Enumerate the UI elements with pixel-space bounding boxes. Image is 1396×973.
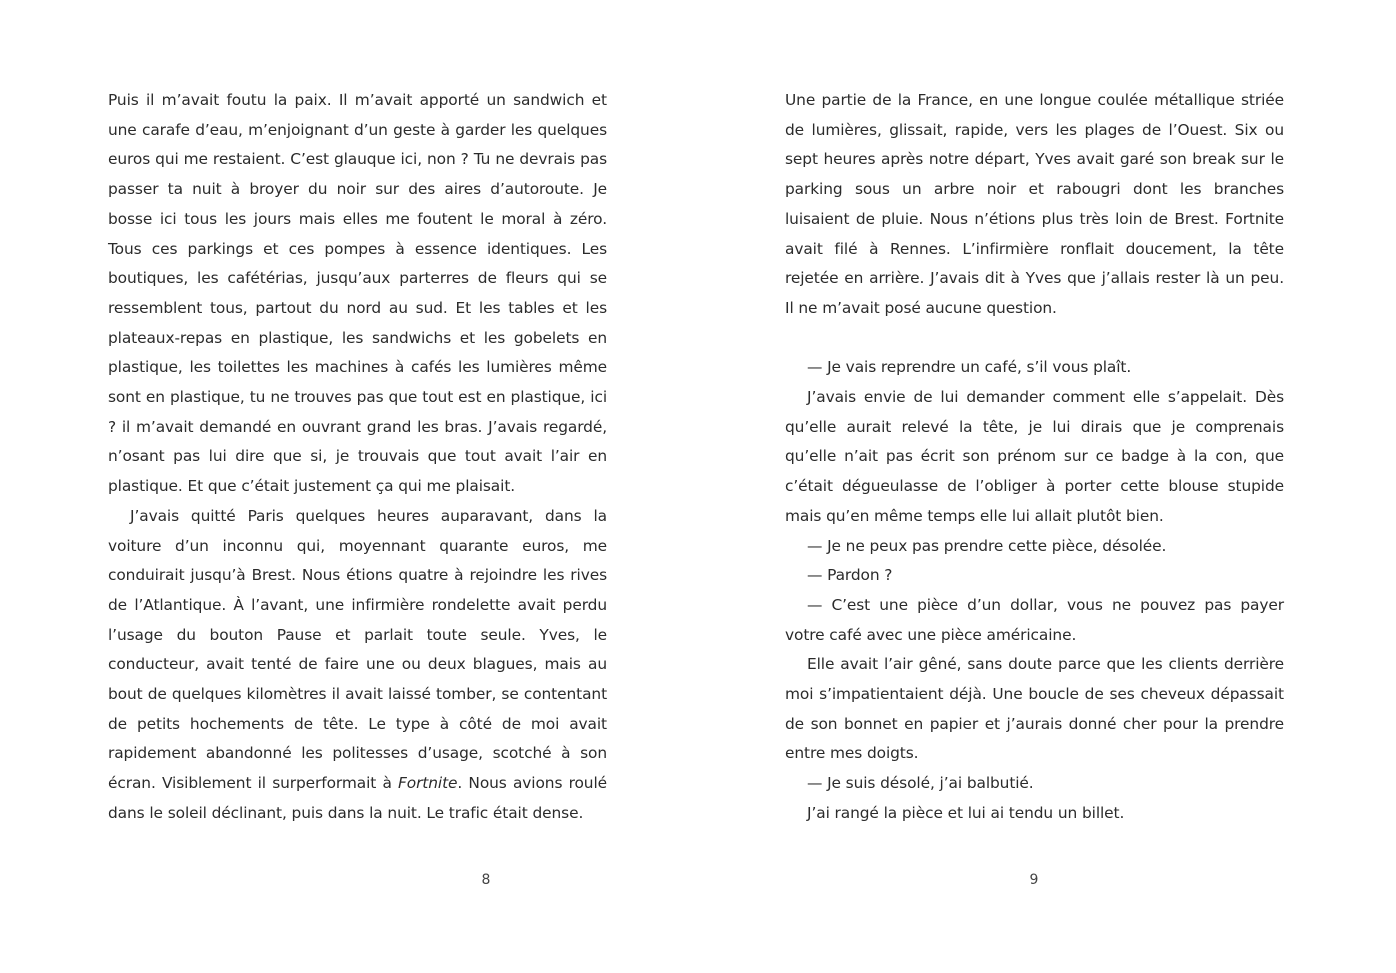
- paragraph: J’ai rangé la pièce et lui ai tendu un billet.: [807, 803, 1125, 822]
- page-number-left: 8: [481, 872, 491, 888]
- paragraph: Puis il m’avait foutu la paix. Il m’avait apporté un sandwich et une carafe d’eau, m’enjoignant d’un geste à garder les quelques euros qui me restaient. C’est glauque ici, non ? Tu ne devrais pas passer ta nuit à broyer du noir sur des aires d’autoroute. Je bosse ici tous les jours mais elles me foutent le moral à zéro. Tous ces parkings et ces pompes à essence identiques. Les boutiques, les cafétérias, jusqu’aux parterres de fleurs qui se ressemblent tous, partout du nord au sud. Et les tables et les plateaux-repas en plastique, les sandwichs et les gobelets en plastique, les toilettes les machines à cafés les lumières même sont en plastique, tu ne trouves pas que tout est en plastique, ici ? il m’avait demandé en ouvrant grand les bras. J’avais regardé, n’osant pas lui dire que si, je trouvais que tout avait l’air en plastique. Et que c’était justement ça qui me plaisait.: [108, 91, 607, 496]
- dialogue-line: — C’est une pièce d’un dollar, vous ne pouvez pas payer votre café avec une pièce américaine.: [785, 595, 1284, 644]
- right-page-text: [785, 86, 1284, 829]
- dialogue-line: — Je suis désolé, j’ai balbutié.: [807, 774, 1034, 793]
- paragraph: Elle avait l’air gêné, sans doute parce que les clients derrière moi s’impatientaient déjà. Une boucle de ses cheveux dépassait de son bonnet en papier et j’aurais donné cher pour la prendre entre mes doigts.: [785, 655, 1284, 763]
- paragraph: Une partie de la France, en une longue coulée métallique striée de lumières, glissait, rapide, vers les plages de l’Ouest. Six ou sept heures après notre départ, Yves avait garé son break sur le parking sous un arbre noir et rabougri dont les branches luisaient de pluie. Nous n’étions plus très loin de Brest. Fortnite avait filé à Rennes. L’infirmière ronflait doucement, la tête rejetée en arrière. J’avais dit à Yves que j’allais rester là un peu. Il ne m’avait posé aucune question.: [785, 91, 1284, 317]
- dialogue-line: — Je vais reprendre un café, s’il vous plaît.: [807, 358, 1132, 377]
- page-number-right: 9: [1029, 872, 1039, 888]
- paragraph-text: . Nous avions roulé dans le soleil déclinant, puis dans la nuit. Le trafic était dense.: [108, 774, 607, 822]
- dialogue-line: — Pardon ?: [807, 566, 893, 585]
- paragraph: [108, 502, 607, 829]
- italic-title: Fortnite: [398, 774, 458, 793]
- paragraph-text: J’avais quitté Paris quelques heures auparavant, dans la voiture d’un inconnu qui, moyennant quarante euros, me conduirait jusqu’à Brest. Nous étions quatre à rejoindre les rives de l’Atlantique. À l’avant, une infirmière rondelette avait perdu l’usage du bouton Pause et parlait toute seule. Yves, le conducteur, avait tenté de faire une ou deux blagues, mais au bout de quelques kilomètres il avait laissé tomber, se contentant de petits hochements de tête. Le type à côté de moi avait rapidement abandonné les politesses d’usage, scotché à son écran. Visiblement il surperformait à: [108, 506, 607, 793]
- left-page-text: [108, 86, 607, 829]
- section-break: [785, 324, 1284, 354]
- dialogue-line: — Je ne peux pas prendre cette pièce, désolée.: [807, 536, 1167, 555]
- paragraph: J’avais envie de lui demander comment elle s’appelait. Dès qu’elle aurait relevé la tête, je lui dirais que je comprenais qu’elle n’ait pas écrit son prénom sur ce badge à la con, que c’était dégueulasse de l’obliger à porter cette blouse stupide mais qu’en même temps elle lui allait plutôt bien.: [785, 388, 1284, 525]
